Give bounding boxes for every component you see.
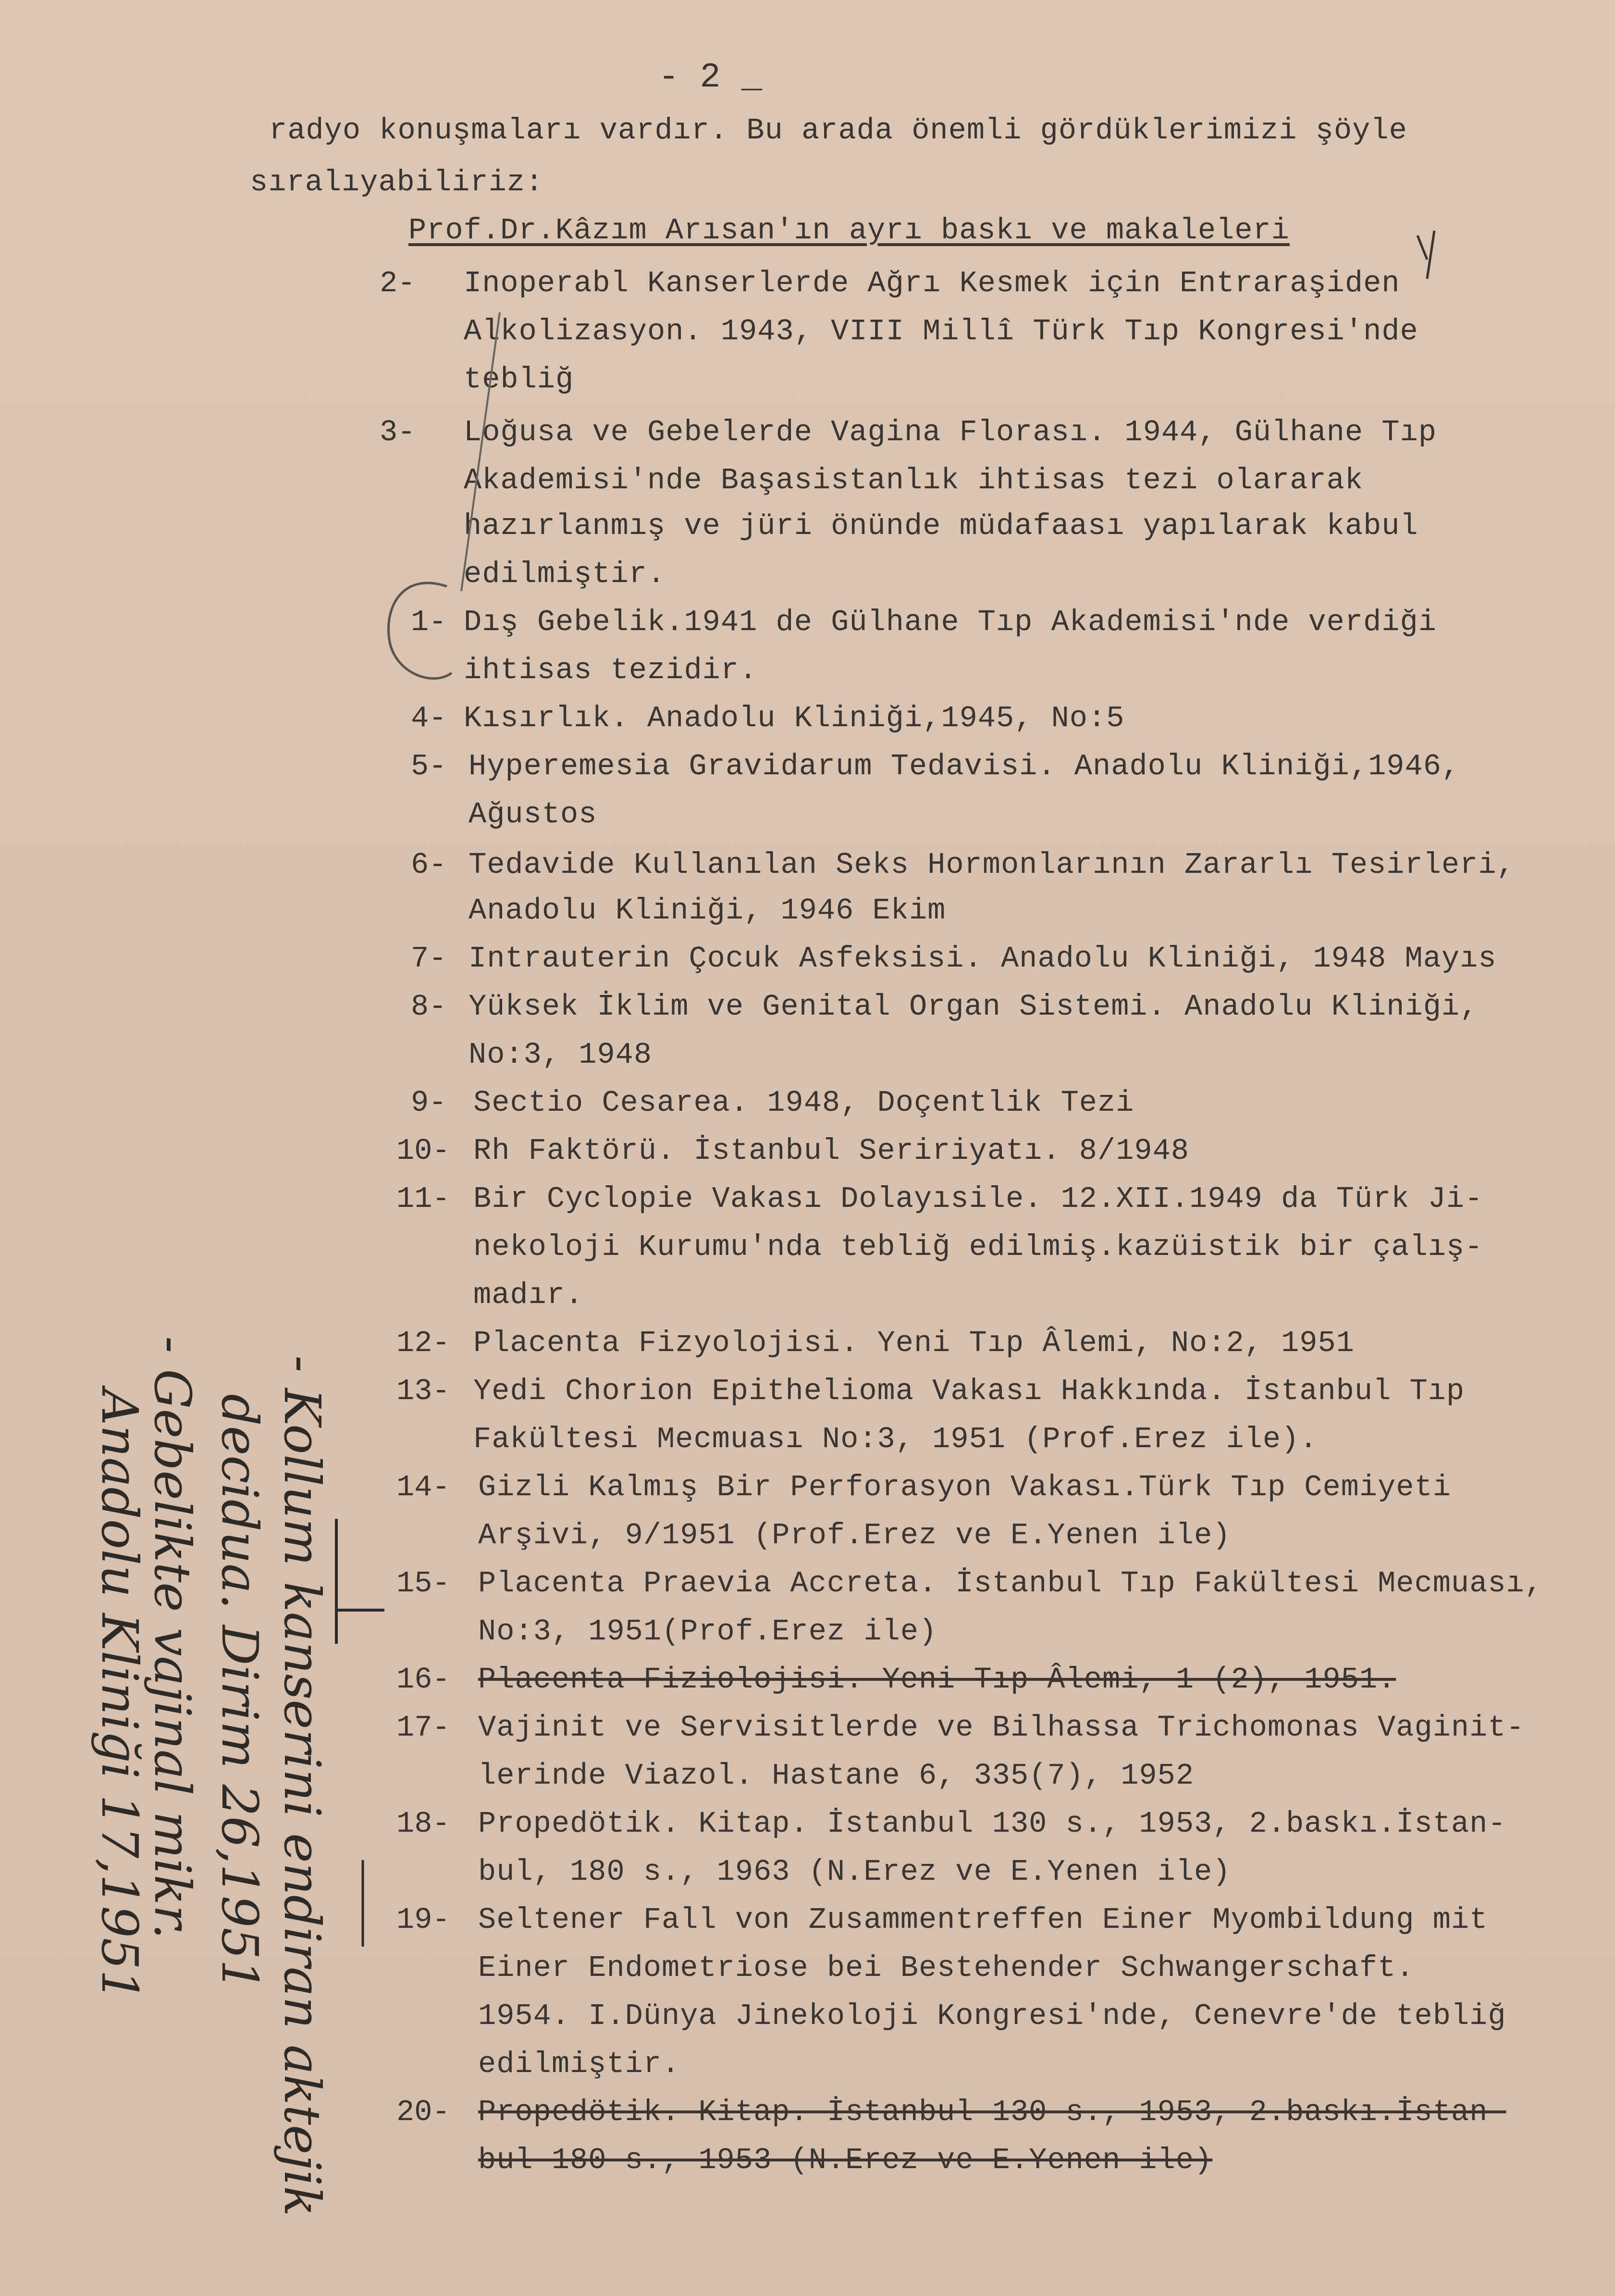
item-line: Hyperemesia Gravidarum Tedavisi. Anadolu Kliniği,1946, — [468, 749, 1460, 783]
intro-line: radyo konuşmaları vardır. Bu arada önemli gördüklerimizi şöyle — [269, 113, 1407, 148]
item-line: Intrauterin Çocuk Asfeksisi. Anadolu Kliniği, 1948 Mayıs — [468, 942, 1497, 976]
item-line: edilmiştir. — [464, 557, 666, 591]
item-number: 17- — [396, 1711, 450, 1745]
item-line: Alkolizasyon. 1943, VIII Millî Türk Tıp Kongresi'nde — [464, 314, 1418, 348]
item-number: 13- — [396, 1374, 450, 1408]
item-line: Bir Cyclopie Vakası Dolayısile. 12.XII.1949 da Türk Ji- — [473, 1182, 1483, 1216]
item-line: Yüksek İklim ve Genital Organ Sistemi. Anadolu Kliniği, — [468, 990, 1479, 1024]
item-line: nekoloji Kurumu'nda tebliğ edilmiş.kazüistik bir çalış- — [473, 1230, 1483, 1264]
item-line: bul, 180 s., 1963 (N.Erez ve E.Yenen ile) — [478, 1855, 1231, 1889]
item-line: Einer Endometriose bei Bestehender Schwangerschaft. — [478, 1951, 1415, 1985]
margin-bracket-mark — [332, 1514, 389, 1649]
intro-line: sıralıyabiliriz: — [250, 165, 544, 199]
item-line: Fakültesi Mecmuası No:3, 1951 (Prof.Erez ile). — [473, 1422, 1318, 1456]
item-number: 4- — [411, 701, 447, 735]
item-line: Loğusa ve Gebelerde Vagina Florası. 1944, Gülhane Tıp — [464, 415, 1437, 449]
item-number: 14- — [396, 1470, 450, 1504]
item-line-struck: Placenta Fiziolojisi. Yeni Tıp Âlemi, 1 (2), 1951. — [478, 1663, 1396, 1697]
item-line: No:3, 1951(Prof.Erez ile) — [478, 1614, 937, 1649]
item-line: 1954. I.Dünya Jinekoloji Kongresi'nde, Cenevre'de tebliğ — [478, 1999, 1506, 2033]
item-number: 1- — [411, 605, 447, 639]
item-number: 8- — [411, 990, 447, 1024]
item-number: 20- — [396, 2095, 450, 2129]
margin-dash-mark — [356, 1855, 370, 1951]
item-line: Vajinit ve Servisitlerde ve Bilhassa Trichomonas Vaginit- — [478, 1711, 1525, 1745]
item-line: Gizli Kalmış Bir Perforasyon Vakası.Türk Tıp Cemiyeti — [478, 1470, 1451, 1504]
item-line: Tedavide Kullanılan Seks Hormonlarının Zararlı Tesirleri, — [468, 848, 1515, 882]
item-number: 12- — [396, 1326, 450, 1360]
pencil-tick-mark — [1408, 226, 1446, 284]
item-number: 9- — [411, 1086, 447, 1120]
section-heading: Prof.Dr.Kâzım Arısan'ın ayrı baskı ve makaleleri — [408, 213, 1290, 248]
page-number: - 2 _ — [658, 58, 763, 97]
item-number: 6- — [411, 848, 447, 882]
item-number: 5- — [411, 749, 447, 783]
item-line: hazırlanmış ve jüri önünde müdafaası yapılarak kabul — [464, 509, 1418, 543]
item-line: Anadolu Kliniği, 1946 Ekim — [468, 894, 946, 928]
item-line: Yedi Chorion Epithelioma Vakası Hakkında. İstanbul Tıp — [473, 1374, 1465, 1408]
item-line: Rh Faktörü. İstanbul Seririyatı. 8/1948 — [473, 1134, 1190, 1168]
item-line: Ağustos — [468, 797, 597, 832]
item-number: 11- — [396, 1182, 450, 1216]
item-number: 18- — [396, 1807, 450, 1841]
item-line: Placenta Praevia Accreta. İstanbul Tıp Fakültesi Mecmuası, — [478, 1566, 1543, 1601]
item-number: 19- — [396, 1903, 450, 1937]
item-line: Akademisi'nde Başasistanlık ihtisas tezi olararak — [464, 463, 1364, 497]
item-line: madır. — [473, 1278, 584, 1312]
item-number: 15- — [396, 1566, 450, 1601]
handwritten-note: - Gebelikte vajinal mikr. — [143, 1336, 202, 1939]
item-line: Seltener Fall von Zusammentreffen Einer Myombildung mit — [478, 1903, 1488, 1937]
item-line: Propedötik. Kitap. İstanbul 130 s., 1953, 2.baskı.İstan- — [478, 1807, 1506, 1841]
handwritten-note: Anadolu Kliniği 17,1951 — [90, 1389, 149, 2001]
item-line: Sectio Cesarea. 1948, Doçentlik Tezi — [473, 1086, 1134, 1120]
item-line: Inoperabl Kanserlerde Ağrı Kesmek için Entraraşiden — [464, 266, 1400, 300]
item-line: ihtisas tezidir. — [464, 653, 758, 687]
item-number: 16- — [396, 1663, 450, 1697]
item-line: Placenta Fizyolojisi. Yeni Tıp Âlemi, No:2, 1951 — [473, 1326, 1355, 1360]
item-line: tebliğ — [464, 362, 574, 397]
item-line: Kısırlık. Anadolu Kliniği,1945, No:5 — [464, 701, 1125, 735]
pencil-slash-mark — [452, 308, 509, 596]
item-number: 2- — [380, 266, 416, 300]
item-line-struck: Propedötik. Kitap. İstanbul 130 s., 1953, 2.baskı.İstan- — [478, 2095, 1506, 2129]
handwritten-note: decidua. Dirim 26,1951 — [210, 1394, 269, 1991]
item-line: Arşivi, 9/1951 (Prof.Erez ve E.Yenen ile) — [478, 1518, 1231, 1552]
item-line-struck: bul 180 s., 1953 (N.Erez ve E.Yenen ile) — [478, 2143, 1213, 2177]
item-line: edilmiştir. — [478, 2047, 680, 2081]
item-line: lerinde Viazol. Hastane 6, 335(7), 1952 — [478, 1759, 1195, 1793]
item-line: Dış Gebelik.1941 de Gülhane Tıp Akademisi'nde verdiği — [464, 605, 1437, 639]
item-number: 10- — [396, 1134, 450, 1168]
handwritten-note: - Kollum kanserini endiran aktejik — [273, 1355, 332, 2217]
item-number: 3- — [380, 415, 416, 449]
item-line: No:3, 1948 — [468, 1038, 653, 1072]
item-number: 7- — [411, 942, 447, 976]
